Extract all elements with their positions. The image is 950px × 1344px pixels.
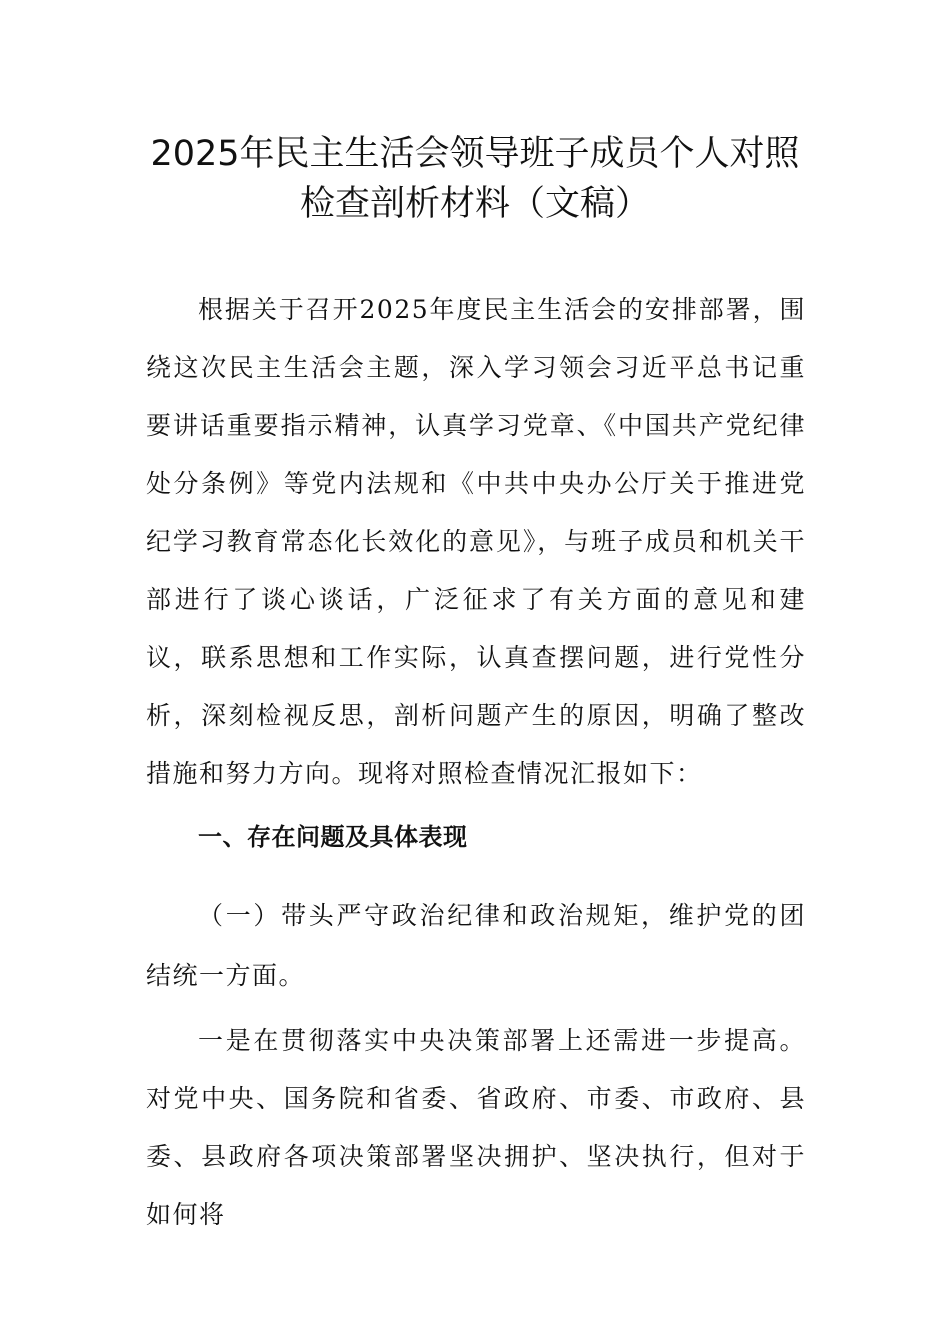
first-point-paragraph: 一是在贯彻落实中央决策部署上还需进一步提高。对党中央、国务院和省委、省政府、市委、市政府、县委、县政府各项决策部署坚决拥护、坚决执行，但对于如何将 (146, 1026, 806, 1229)
subsection-heading: （一）带头严守政治纪律和政治规矩，维护党的团结统一方面。 (146, 901, 806, 990)
document-title-line-1: 2025年民主生活会领导班子成员个人对照 (150, 134, 800, 174)
document-title-line-2: 检查剖析材料（文稿） (299, 184, 650, 224)
section-heading: 一、存在问题及具体表现 (198, 823, 468, 851)
intro-paragraph: 根据关于召开2025年度民主生活会的安排部署，围绕这次民主生活会主题，深入学习领会习近平总书记重要讲话重要指示精神，认真学习党章、《中国共产党纪律处分条例》等党内法规和《中共中央办公厅关于推进党纪学习教育常态化长效化的意见》，与班子成员和机关干部进行了谈心谈话，广泛征求了有关方面的意见和建议，联系思想和工作实际，认真查摆问题，进行党性分析，深刻检视反思，剖析问题产生的原因，明确了整改措施和努力方向。现将对照检查情况汇报如下： (146, 295, 806, 788)
